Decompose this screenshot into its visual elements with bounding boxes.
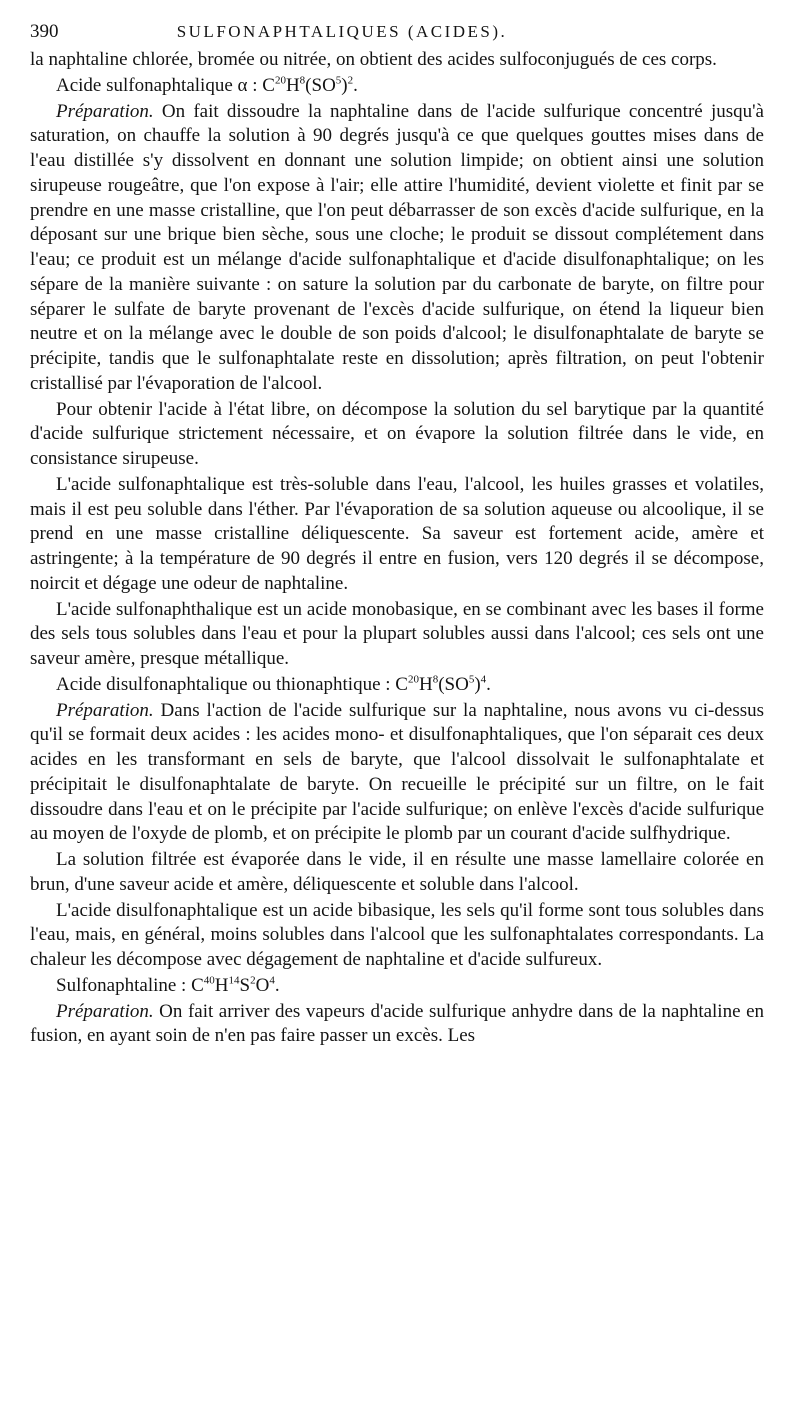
running-title: SULFONAPHTALIQUES (ACIDES). bbox=[176, 22, 508, 41]
paragraph-preparation-1: Préparation. On fait dissoudre la naphtaline dans de l'acide sulfurique concentré jusqu'à saturation, on chauffe la solution à 90 degrés jusqu'à ce que quelques gouttes mises dans de l'eau distillée s'y dissolvent en donnant une solution limpide; on obtient ainsi une solution sirupeuse rougeâtre, que l'on expose à l'air; elle attire l'humidité, devient violette et finit par se prendre en une masse cristalline, que l'on peut débarrasser de son excès d'acide sulfurique, en la déposant sur une brique bien sèche, sous une cloche; le produit se dissout complétement dans l'eau; ce produit est un mélange d'acide sulfonaphtalique et d'acide disulfonaphtalique; on les sépare de la manière suivante : on sature la solution par du carbonate de baryte, on filtre pour séparer le sulfate de baryte provenant de l'excès d'acide sulfurique, on étend la liqueur bien neutre et on la mélange avec le double de son poids d'alcool; le disulfonaphtalate de baryte se précipite, tandis que le sulfonaphtalate reste en dissolution; après filtration, on peut l'obtenir cristallisé par l'évaporation de l'alcool. bbox=[30, 100, 764, 394]
formula-heading-disulfonaphtalic-acid: Acide disulfonaphtalique ou thionaphtique : $C^{20}H^8(SO^5)^4$. bbox=[56, 673, 491, 695]
page-number: 390 bbox=[30, 21, 59, 42]
formula-heading-sulfonaphtalic-acid: Acide sulfonaphtalique α : $C^{20}H^8(SO^5)^2$. bbox=[56, 74, 358, 96]
paragraph-properties: L'acide sulfonaphtalique est très-soluble dans l'eau, l'alcool, les huiles grasses et volatiles, mais il est peu soluble dans l'éther. Par l'évaporation de sa solution aqueuse ou alcoolique, il se prend en une masse cristalline déliquescente. Sa saveur est fortement acide, amère et astringente; à la température de 90 degrés il entre en fusion, vers 120 degrés il se décompose, noircit et dégage une odeur de naphtaline. bbox=[30, 473, 764, 594]
section-lead: Préparation. bbox=[56, 1000, 154, 1022]
paragraph-filtered-solution: La solution filtrée est évaporée dans le vide, il en résulte une masse lamellaire colorée en brun, d'une saveur acide et amère, déliquescente et soluble dans l'alcool. bbox=[30, 849, 764, 895]
formula-name: Sulfonaphtaline : bbox=[56, 974, 192, 996]
paragraph-continuation: la naphtaline chlorée, bromée ou nitrée, on obtient des acides sulfoconjugués de ces corps. bbox=[30, 49, 717, 70]
paragraph-preparation-3: Préparation. On fait arriver des vapeurs d'acide sulfurique anhydre dans de la naphtaline en fusion, en ayant soin de n'en pas faire passer un excès. Les bbox=[30, 1000, 764, 1047]
section-lead: Préparation. bbox=[56, 699, 154, 721]
running-header bbox=[30, 20, 764, 46]
paragraph-bibasic: L'acide disulfonaphtalique est un acide bibasique, les sels qu'il forme sont tous solubles dans l'eau, mais, en général, moins solubles dans l'alcool que les sulfonaphtalates correspondants. La chaleur les décompose avec dégagement de naphtaline et d'acide sulfureux. bbox=[30, 899, 764, 970]
paragraph-free-acid: Pour obtenir l'acide à l'état libre, on décompose la solution du sel barytique par la quantité d'acide sulfurique strictement nécessaire, et on évapore la solution filtrée dans le vide, en consistance sirupeuse. bbox=[30, 398, 764, 469]
formula-name: Acide sulfonaphtalique α : bbox=[56, 74, 263, 96]
paragraph-preparation-2: Préparation. Dans l'action de l'acide sulfurique sur la naphtaline, nous avons vu ci-dessus qu'il se formait deux acides : les acides mono- et disulfonaphtaliques, que l'on séparait ces deux acides en les transformant en sels de baryte, que l'alcool dissolvait le sulfonaphtalate et précipitait le disulfonaphtalate de baryte. On recueille le précipité sur un filtre, on le fait dissoudre dans l'eau et on le précipite par l'acide sulfurique; on enlève l'excès d'acide sulfurique au moyen de l'oxyde de plomb, et on précipite le plomb par un courant d'acide sulfhydrique. bbox=[30, 699, 764, 845]
formula-name: Acide disulfonaphtalique ou thionaphtique : bbox=[56, 673, 396, 695]
paragraph-monobasic: L'acide sulfonaphthalique est un acide monobasique, en se combinant avec les bases il forme des sels tous solubles dans l'eau et pour la plupart solubles aussi dans l'alcool; ces sels ont une saveur amère, presque métallique. bbox=[30, 598, 764, 669]
section-lead: Préparation. bbox=[56, 100, 154, 122]
formula-heading-sulfonaphtaline: Sulfonaphtaline : $C^{40}H^{14}S^2O^4$. bbox=[56, 974, 280, 996]
